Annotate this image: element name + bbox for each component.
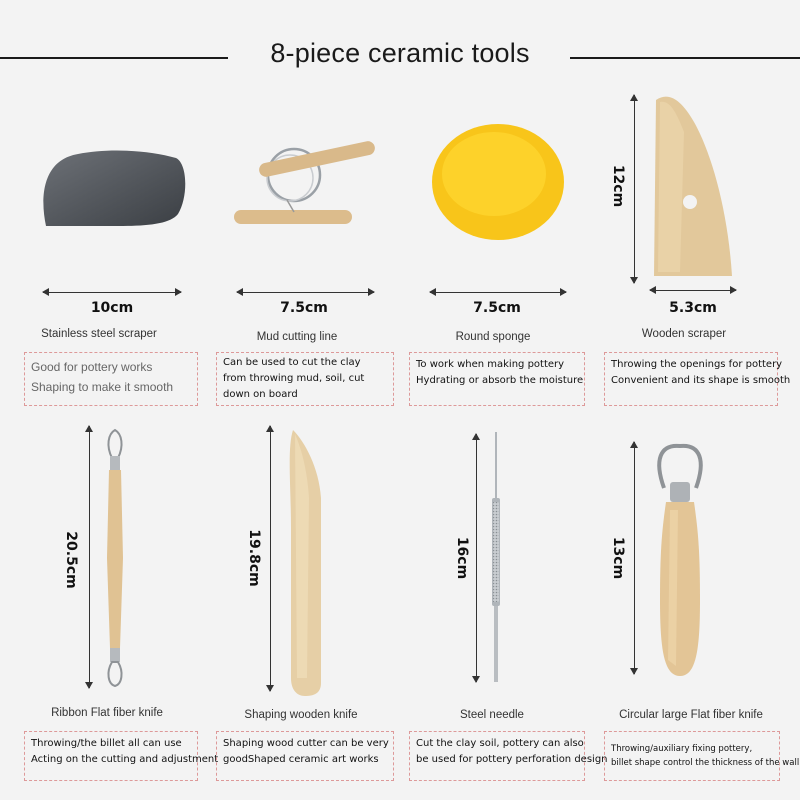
tool-desc-wire: Can be used to cut the clay from throwing mud, soil, cut down on board (216, 352, 394, 406)
wooden-knife-height-label: 19.8cm (246, 529, 262, 587)
tool-desc-wooden-scraper: Throwing the openings for pottery Convenient and its shape is smooth (604, 352, 778, 406)
needle-height-arrow (476, 434, 477, 682)
loop-knife-height-arrow (634, 442, 635, 674)
wood-scraper-size-label: 5.3cm (669, 300, 717, 316)
tool-name-needle: Steel needle (460, 709, 524, 721)
sponge-size-label: 7.5cm (473, 300, 521, 316)
wooden-knife-image (285, 428, 325, 698)
ribbon-knife-image (100, 428, 130, 690)
wire-width-arrow (237, 292, 374, 293)
round-sponge-image (428, 122, 568, 240)
tool-desc-loop-knife: Throwing/auxiliary fixing pottery, billet shape control the thickness of the wall (604, 731, 780, 781)
sponge-width-arrow (430, 292, 566, 293)
tool-desc-needle: Cut the clay soil, pottery can also be used for pottery perforation design (409, 731, 585, 781)
title-rule-left (0, 57, 228, 59)
title-rule-right (570, 57, 800, 59)
loop-knife-height-label: 13cm (610, 536, 626, 580)
ribbon-height-label: 20.5cm (63, 531, 79, 589)
tool-name-wooden-scraper: Wooden scraper (641, 328, 727, 340)
wood-scraper-height-label: 12cm (610, 164, 626, 208)
wire-size-label: 7.5cm (280, 300, 328, 316)
tool-name-scraper: Stainless steel scraper (41, 328, 157, 340)
tool-name-sponge: Round sponge (455, 331, 531, 343)
wooden-knife-height-arrow (270, 426, 271, 691)
page-title: 8-piece ceramic tools (270, 38, 530, 68)
tool-desc-scraper: Good for pottery works Shaping to make it smooth (24, 352, 198, 406)
scraper-size-label: 10cm (90, 300, 134, 316)
cutting-wire-image (232, 140, 382, 235)
tool-desc-wooden-knife: Shaping wood cutter can be very goodShaped ceramic art works (216, 731, 394, 781)
tool-name-wooden-knife: Shaping wooden knife (244, 709, 358, 721)
tool-desc-sponge: To work when making pottery Hydrating or absorb the moisture (409, 352, 585, 406)
tool-name-loop-knife: Circular large Flat fiber knife (619, 709, 763, 721)
tool-name-ribbon: Ribbon Flat fiber knife (51, 707, 163, 719)
wood-scraper-width-arrow (650, 290, 736, 291)
steel-scraper-image (38, 148, 188, 230)
loop-knife-image (650, 440, 710, 680)
tool-name-wire: Mud cutting line (256, 331, 338, 343)
ribbon-height-arrow (89, 426, 90, 688)
needle-height-label: 16cm (454, 536, 470, 580)
tool-desc-ribbon: Throwing/the billet all can use Acting on the cutting and adjustment (24, 731, 198, 781)
wood-scraper-height-arrow (634, 95, 635, 283)
scraper-width-arrow (43, 292, 181, 293)
steel-needle-image (486, 432, 506, 682)
wooden-scraper-image (650, 92, 736, 280)
